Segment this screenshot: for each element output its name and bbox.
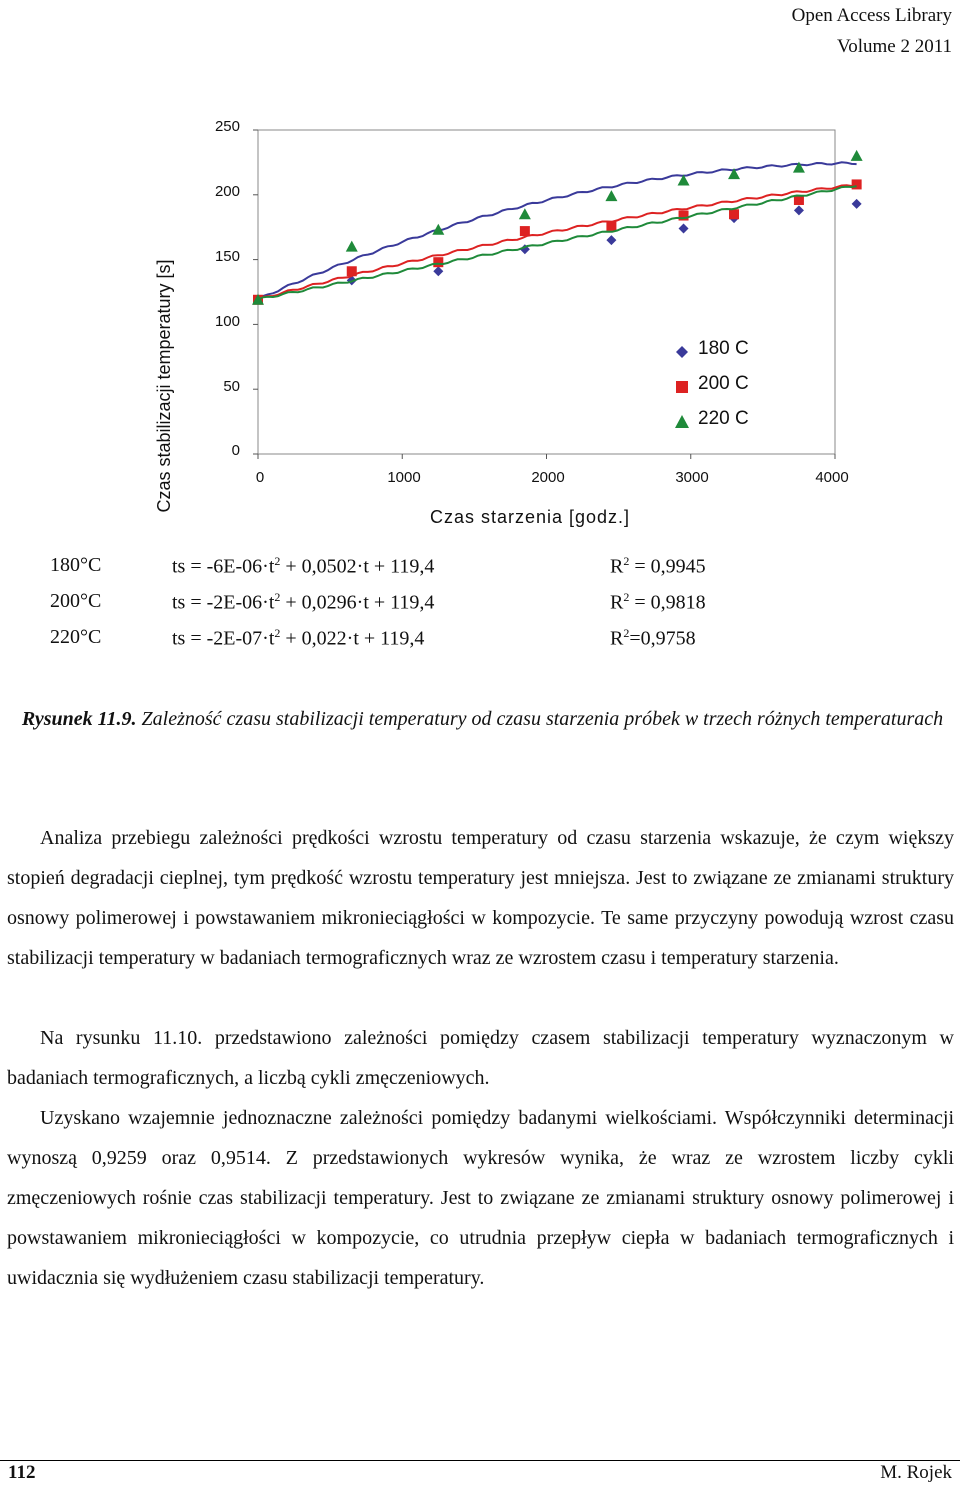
legend-label: 220 C [698,408,749,429]
data-point-square [852,179,862,189]
data-point-diamond [679,223,689,233]
x-tick-label: 1000 [387,469,421,486]
x-tick-label: 3000 [675,469,709,486]
y-axis-label: Czas stabilizacji temperatury [s] [154,259,174,513]
data-point-diamond [794,205,804,215]
caption-label: Rysunek 11.9. [21,708,137,730]
legend-marker-triangle [672,412,692,432]
data-point-triangle [605,190,617,201]
data-point-diamond [606,235,616,245]
page-number: 112 [8,1462,36,1483]
figure-caption [20,699,945,739]
equation-formula: ts = $-2E-07\cdot t^2 + 0,022\cdot t + 119,4$ [172,626,425,650]
y-tick-label: 200 [214,183,240,200]
legend-label: 180 C [698,338,749,359]
legend-marker-diamond [672,342,692,362]
paragraph: Analiza przebiegu zależności prędkości wzrostu temperatury od czasu starzenia wskazuje, że czym większy stopień degradacji cieplnej, tym prędkość wzrostu temperatury jest mniejsza. Jest to związane ze zmianami struktury osnowy polimerowej i powstawaniem mikronieciągłości w kompozycie. Te same przyczyny powodują wzrost czasu stabilizacji temperatury w badaniach termograficznych wraz ze wzrostem czasu i temperatury starzenia. [7,827,954,969]
footer-author: M. Rojek [880,1462,952,1483]
figure-chart [0,100,960,540]
paragraph: Na rysunku 11.10. przedstawiono zależności pomiędzy czasem stabilizacji temperatury wyznaczonym w badaniach termograficznych, a liczbą cykli zmęczeniowych. [7,1027,954,1089]
caption-text: Zależność czasu stabilizacji temperatury od czasu starzenia próbek w trzech różnych temperaturach [136,708,944,730]
data-point-square [433,257,443,267]
x-tick-label: 4000 [815,469,849,486]
journal-volume: Volume 2 2011 [836,36,952,57]
data-point-triangle [851,150,863,161]
regression-equations [0,554,960,664]
footer-rule [0,1460,960,1461]
data-point-triangle [346,241,358,252]
equation-temp: 200°C [50,590,102,612]
data-point-square [347,266,357,276]
equation-r2: $R^2 = 0,9818$ [610,590,706,614]
data-point-square [606,221,616,231]
equation-temp: 220°C [50,626,102,648]
equation-r2: $R^2=0,9758$ [610,626,696,650]
equation-formula: ts = $-2E-06\cdot t^2 + 0,0296\cdot t + 119,4$ [172,590,435,614]
paragraph: Uzyskano wzajemnie jednoznaczne zależności pomiędzy badanymi wielkościami. Współczynniki determinacji wynoszą 0,9259 oraz 0,9514. Z przedstawionych wykresów wynika, że wraz ze wzrostem liczby cykli zmęczeniowych rośnie czas stabilizacji temperatury. Jest to związane ze zmianami struktury osnowy polimerowej i powstawaniem mikronieciągłości w kompozycie, co utrudnia przepływ ciepła w badaniach termograficznych i uwidacznia się wydłużeniem czasu stabilizacji temperatury. [7,1107,954,1289]
x-axis-label: Czas starzenia [godz.] [429,507,631,527]
running-header [792,0,952,62]
legend-label: 200 C [698,373,749,394]
plot-area [0,100,960,540]
x-tick-label: 0 [255,469,265,486]
y-tick-label: 100 [214,313,240,330]
equation-formula: ts = $-6E-06\cdot t^2 + 0,0502\cdot t + 119,4$ [172,554,435,578]
equation-r2: $R^2 = 0,9945$ [610,554,706,578]
journal-title: Open Access Library [791,5,952,26]
data-point-triangle [519,208,531,219]
y-tick-label: 250 [214,118,240,135]
series-line [258,186,857,299]
y-tick-label: 50 [223,378,240,395]
legend [672,338,792,438]
data-point-diamond [852,199,862,209]
data-point-square [520,226,530,236]
data-point-diamond [433,266,443,276]
x-tick-label: 2000 [531,469,565,486]
legend-marker-square [672,377,692,397]
equation-temp: 180°C [50,554,102,576]
data-point-square [729,209,739,219]
y-tick-label: 0 [231,442,240,459]
y-tick-label: 150 [214,248,240,265]
